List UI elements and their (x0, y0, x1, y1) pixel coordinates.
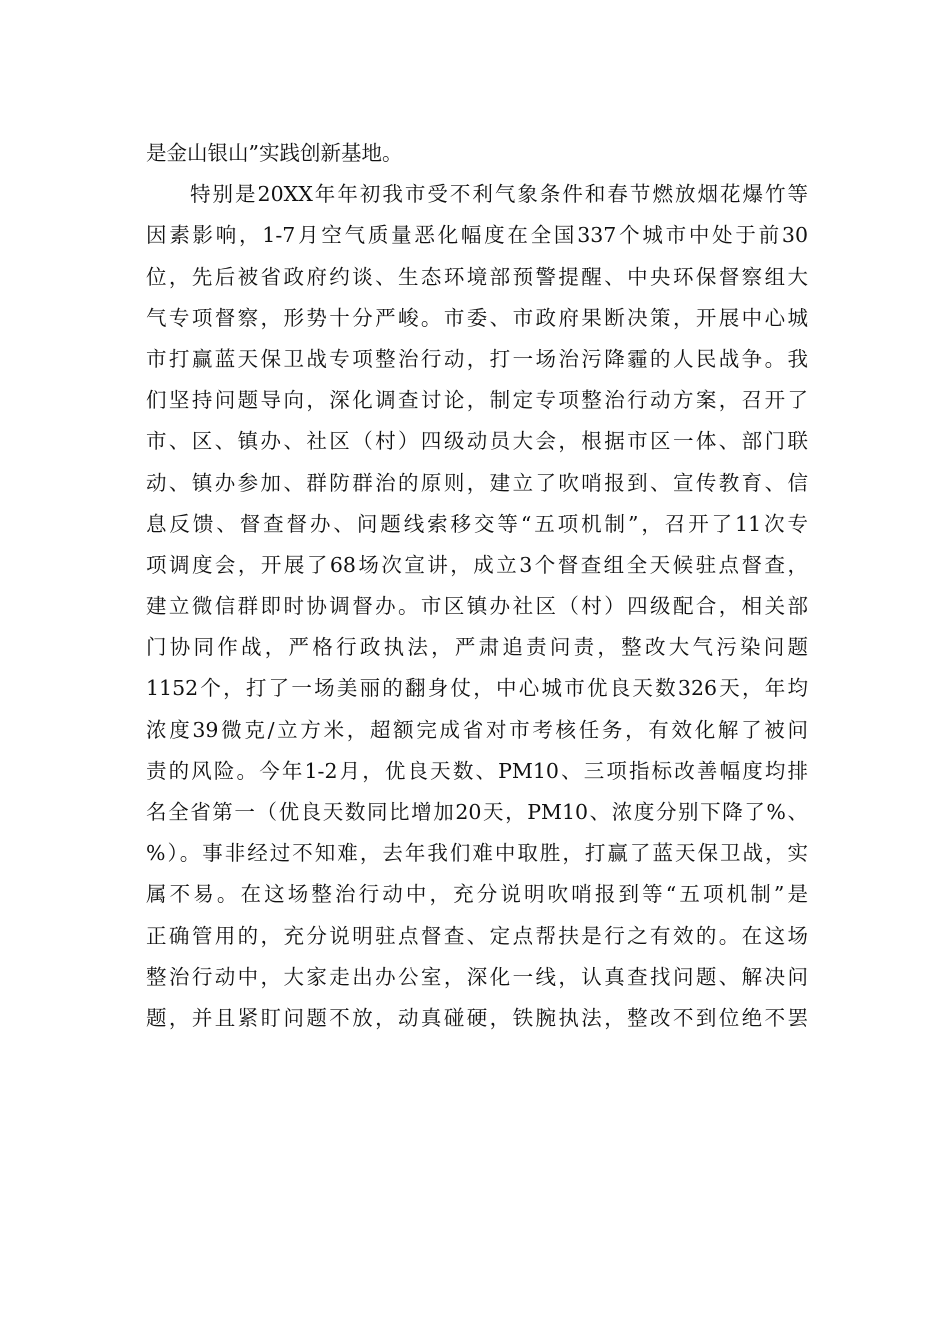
text-line-12: 建立微信群即时协调督办。市区镇办社区（村）四级配合，相关部 (146, 594, 808, 619)
text-line-7: 们坚持问题导向，深化调查讨论，制定专项整治行动方案，召开了 (146, 388, 808, 413)
text-line-4: 位，先后被省政府约谈、生态环境部预警提醒、中央环保督察组大 (146, 264, 808, 289)
text-line-17: 名全省第一（优良天数同比增加20天，PM10、浓度分别下降了%、 (146, 800, 808, 824)
text-line-15: 浓度39微克/立方米，超额完成省对市考核任务，有效化解了被问 (146, 717, 808, 742)
text-line-11: 项调度会，开展了68场次宣讲，成立3个督查组全天候驻点督查， (146, 552, 808, 577)
text-line-3: 因素影响，1-7月空气质量恶化幅度在全国337个城市中处于前30 (146, 223, 808, 248)
text-line-14: 1152个，打了一场美丽的翻身仗，中心城市优良天数326天，年均 (146, 676, 808, 701)
text-line-9: 动、镇办参加、群防群治的原则，建立了吹哨报到、宣传教育、信 (146, 470, 808, 495)
text-line-19: 属不易。在这场整治行动中，充分说明吹哨报到等“五项机制”是 (146, 882, 808, 907)
text-line-20: 正确管用的，充分说明驻点督查、定点帮扶是行之有效的。在这场 (146, 923, 808, 948)
text-line-2: 特别是20XX年年初我市受不利气象条件和春节燃放烟花爆竹等 (190, 182, 808, 207)
text-line-18: %）。事非经过不知难，去年我们难中取胜，打赢了蓝天保卫战，实 (146, 841, 808, 866)
text-line-10: 息反馈、督查督办、问题线索移交等“五项机制”，召开了11次专 (146, 511, 808, 536)
text-line-8: 市、区、镇办、社区（村）四级动员大会，根据市区一体、部门联 (146, 429, 808, 454)
text-line-5: 气专项督察，形势十分严峻。市委、市政府果断决策，开展中心城 (146, 305, 808, 330)
text-line-13: 门协同作战，严格行政执法，严肃追责问责，整改大气污染问题 (146, 635, 808, 660)
text-line-21: 整治行动中，大家走出办公室，深化一线，认真查找问题、解决问 (146, 964, 808, 989)
text-line-1: 是金山银山”实践创新基地。 (146, 141, 403, 165)
body-text (146, 133, 808, 1039)
text-line-16: 责的风险。今年1-2月，优良天数、PM10、三项指标改善幅度均排 (146, 758, 808, 783)
text-line-22: 题，并且紧盯问题不放，动真碰硬，铁腕执法，整改不到位绝不罢 (146, 1005, 808, 1030)
text-line-6: 市打赢蓝天保卫战专项整治行动，打一场治污降霾的人民战争。我 (146, 346, 808, 371)
